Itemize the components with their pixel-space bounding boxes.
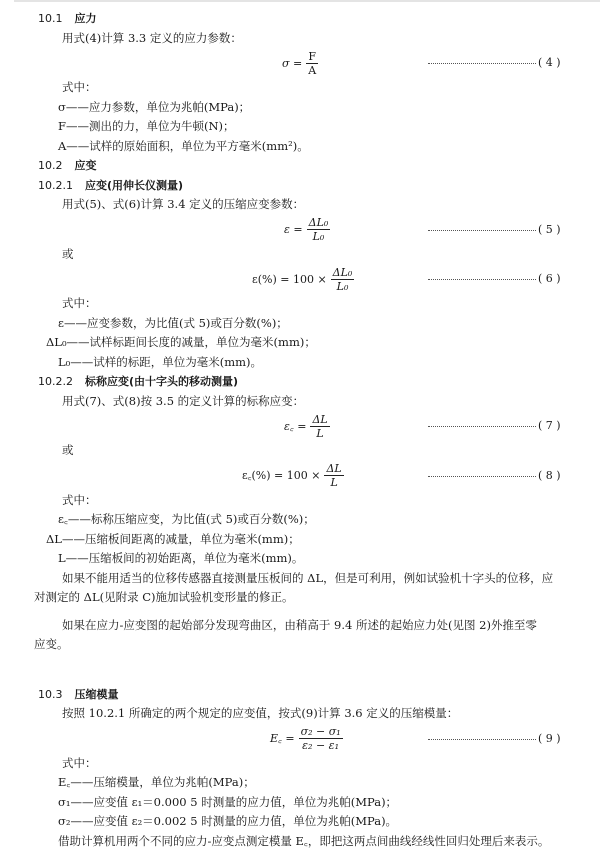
paragraph: 借助计算机用两个不同的应力-应变点测定模量 E꜀，即把这两点间曲线经线性回归处理后来表示。 [58,833,550,848]
denominator: L₀ [312,230,325,243]
denominator: L [330,476,338,489]
formula-lhs: E꜀ [270,732,282,745]
denominator: A [308,63,317,77]
section-number: 10.2.2 [38,375,73,388]
dot-leader [428,469,536,477]
paragraph: 用式(4)计算 3.3 定义的应力参数： [62,30,242,45]
section-title: 应变 [74,159,97,172]
denominator: L₀ [336,279,349,293]
section-title: 压缩模量 [74,687,119,701]
paragraph: 用式(5)、式(6)计算 3.4 定义的压缩应变参数： [62,197,305,211]
heading-10-2-2 [0,372,600,392]
formula-op: = 100 × [280,272,327,286]
numerator: ΔL [312,412,328,426]
where-label: 式中： [62,755,97,770]
definition: σ₂——应变值 ε₂＝0.002 5 时测量的应力值，单位为兆帕(MPa)。 [58,814,398,828]
numerator: ΔL [326,462,342,475]
equation-number: ( 4 ) [538,56,561,69]
heading-10-2 [0,156,600,176]
heading-10-2-1 [0,176,600,196]
section-number: 10.1 [38,12,63,25]
formula-op: = [285,732,295,745]
section-number: 10.3 [38,687,63,701]
dot-leader [428,56,536,64]
section-title: 应力 [74,12,97,25]
denominator: ε₂ − ε₁ [302,739,339,752]
numerator: ΔL₀ [308,216,329,229]
dot-leader [428,732,536,740]
paragraph-continued: 应变。 [34,637,69,651]
paragraph: 按照 10.2.1 所确定的两个规定的应变值，按式(9)计算 3.6 定义的压缩模量： [62,706,459,720]
definition: σ——应力参数，单位为兆帕(MPa)； [58,99,251,114]
document-page [0,9,600,851]
definition: ΔL——压缩板间距离的减量，单位为毫米(mm)； [46,531,300,546]
numerator: ΔL₀ [332,265,353,279]
formula-7 [0,411,600,441]
formula-4 [0,48,600,78]
where-label: 式中： [62,296,97,310]
definition: F——测出的力，单位为牛顿(N)； [58,119,235,133]
formula-lhs: ε(%) [252,272,277,286]
definition: ε꜀——标称压缩应变，为比值(式 5)或百分数(%)； [58,512,315,526]
dot-leader [428,223,536,231]
page-top-rule [14,0,600,2]
formula-6 [0,264,600,294]
where-label: 式中： [62,80,97,94]
equation-number: ( 6 ) [538,272,561,285]
or-label: 或 [62,246,74,261]
formula-op: = [293,223,303,236]
definition: L——压缩板间的初始距离，单位为毫米(mm)。 [58,551,304,565]
section-number: 10.2.1 [38,178,73,192]
or-label: 或 [62,443,74,457]
section-title: 应变(用伸长仪测量) [85,178,184,192]
heading-10-3 [0,685,600,705]
formula-lhs: ε [284,223,290,236]
equation-number: ( 8 ) [538,468,561,482]
dot-leader [428,419,536,427]
formula-5 [0,215,600,245]
formula-9 [0,724,600,754]
formula-op: = 100 × [274,469,321,482]
definition: L₀——试样的标距，单位为毫米(mm)。 [58,354,263,369]
formula-lhs: ε꜀(%) [242,469,271,482]
definition: E꜀——压缩模量，单位为兆帕(MPa)； [58,775,255,789]
formula-op: = [293,56,303,70]
formula-op: = [297,419,307,433]
formula-lhs: ε꜀ [284,419,294,433]
paragraph: 如果不能用适当的位移传感器直接测量压板间的 ΔL，但是可利用，例如试验机十字头的位移，应 [62,570,554,585]
equation-number: ( 9 ) [538,731,561,745]
dot-leader [428,272,536,280]
equation-number: ( 5 ) [538,222,561,236]
paragraph: 用式(7)、式(8)按 3.5 的定义计算的标称应变： [62,393,305,408]
section-number: 10.2 [38,159,63,172]
paragraph-continued: 对测定的 ΔL(见附录 C)施加试验机变形量的修正。 [34,590,294,604]
numerator: F [308,49,317,63]
denominator: L [316,426,324,440]
section-title: 标称应变(由十字头的移动测量) [85,375,239,388]
definition: ε——应变参数，为比值(式 5)或百分数(%)； [58,315,288,330]
numerator: σ₂ − σ₁ [300,725,341,738]
formula-8 [0,461,600,491]
where-label: 式中： [62,492,97,507]
definition: σ₁——应变值 ε₁＝0.000 5 时测量的应力值，单位为兆帕(MPa)； [58,794,398,809]
definition: A——试样的原始面积，单位为平方毫米(mm²)。 [58,138,309,153]
definition: ΔL₀——试样标距间长度的减量，单位为毫米(mm)； [46,335,316,349]
formula-lhs: σ [282,56,290,70]
paragraph: 如果在应力-应变图的起始部分发现弯曲区，由稍高于 9.4 所述的起始应力处(见图 2)外推至零 [62,617,537,632]
equation-number: ( 7 ) [538,419,561,432]
heading-10-1 [0,9,600,29]
